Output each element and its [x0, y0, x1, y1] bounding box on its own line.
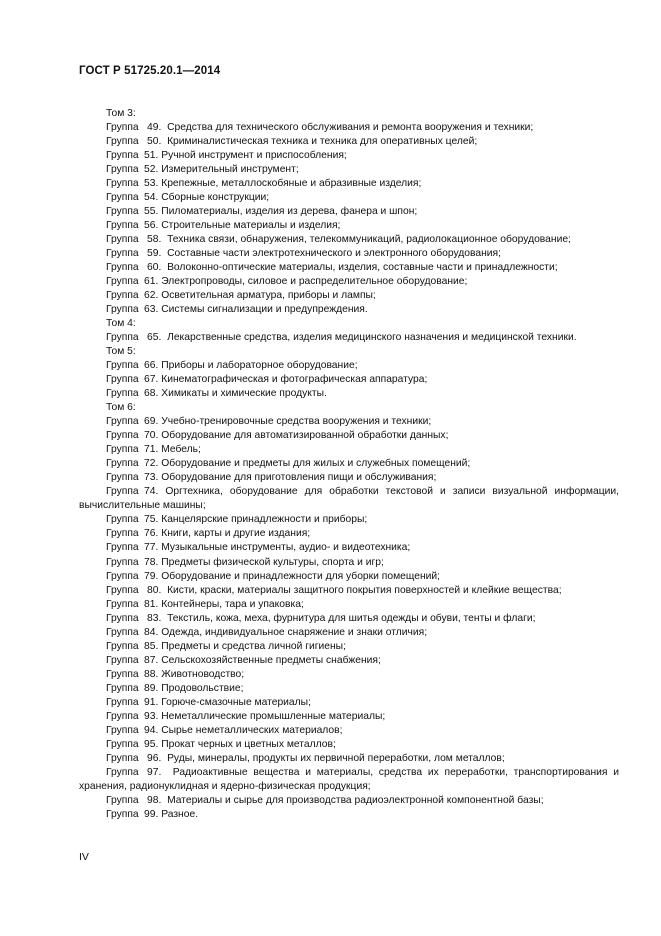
group-number: 77. — [144, 542, 159, 554]
group-number: 63. — [144, 304, 159, 316]
group-entry — [79, 808, 619, 822]
group-number: 91. — [144, 696, 159, 708]
group-entry — [79, 135, 619, 149]
group-label: Группа — [106, 388, 139, 400]
group-number: 69. — [144, 416, 159, 428]
group-title: Оборудование и предметы для жилых и служебных помещений; — [161, 458, 471, 470]
group-label: Группа — [106, 136, 139, 148]
group-label: Группа — [106, 164, 139, 176]
group-title: Кинематографическая и фотографическая аппаратура; — [161, 374, 428, 386]
group-label: Группа — [106, 696, 139, 708]
group-entry — [79, 359, 619, 373]
group-number: 66. — [144, 360, 159, 372]
group-label: Группа — [106, 654, 139, 666]
group-label: Группа — [106, 738, 139, 750]
group-title: Волоконно-оптические материалы, изделия, составные части и принадлежности; — [167, 262, 558, 274]
group-number: 84. — [144, 626, 159, 638]
group-label: Группа — [106, 584, 139, 596]
group-entry — [79, 261, 619, 275]
group-number: 99. — [144, 808, 159, 820]
group-entry — [79, 233, 619, 247]
volume-heading: Том 3: — [106, 108, 136, 119]
group-entry — [79, 527, 619, 541]
group-title: Сырье неметаллических материалов; — [161, 724, 343, 736]
group-label: Группа — [106, 290, 139, 302]
group-title: Музыкальные инструменты, аудио- и видеотехника; — [161, 542, 411, 554]
group-entry — [79, 541, 619, 555]
group-title: Измерительный инструмент; — [161, 164, 299, 176]
group-number: 76. — [144, 528, 159, 540]
group-entry — [79, 668, 619, 682]
group-label: Группа — [106, 570, 139, 582]
group-title: Осветительная арматура, приборы и лампы; — [161, 290, 376, 302]
group-number: 65. — [147, 332, 162, 344]
group-label: Группа — [106, 234, 139, 246]
group-label: Группа — [106, 640, 139, 652]
group-entry — [79, 443, 619, 457]
group-number: 70. — [144, 430, 159, 442]
group-number: 74. — [144, 486, 159, 498]
group-label: Группа — [106, 808, 139, 820]
group-title: Крепежные, металлоскобяные и абразивные изделия; — [161, 178, 422, 190]
group-label: Группа — [106, 528, 139, 540]
group-number: 60. — [147, 262, 162, 274]
group-title: Строительные материалы и изделия; — [161, 220, 341, 232]
group-entry — [79, 570, 619, 584]
group-entry — [79, 247, 619, 261]
group-title: Системы сигнализации и предупреждения. — [161, 304, 368, 316]
group-entry — [79, 471, 619, 485]
group-label: Группа — [106, 598, 139, 610]
group-label: Группа — [106, 458, 139, 470]
group-title: Приборы и лабораторное оборудование; — [161, 360, 358, 372]
group-label: Группа — [106, 150, 139, 162]
group-label: Группа — [106, 710, 139, 722]
group-label: Группа — [106, 262, 139, 274]
group-entry — [79, 584, 619, 598]
group-entry — [79, 191, 619, 205]
group-title: Оборудование и принадлежности для уборки помещений; — [161, 570, 441, 582]
group-number: 61. — [144, 276, 159, 288]
group-label: Группа — [106, 542, 139, 554]
page-number: IV — [79, 851, 89, 863]
group-entry — [79, 373, 619, 387]
group-entry — [79, 163, 619, 177]
group-title: Предметы и средства личной гигиены; — [161, 640, 346, 652]
group-label: Группа — [106, 556, 139, 568]
group-entry — [79, 485, 619, 513]
group-number: 87. — [144, 654, 159, 666]
group-label: Группа — [106, 612, 139, 624]
group-label: Группа — [106, 472, 139, 484]
group-title: Техника связи, обнаружения, телекоммуникаций, радиолокационное оборудование; — [167, 234, 571, 246]
group-label: Группа — [106, 430, 139, 442]
group-number: 67. — [144, 374, 159, 386]
group-number: 89. — [144, 682, 159, 694]
group-entry — [79, 654, 619, 668]
group-title: Радиоактивные вещества и материалы, средства их переработки, транспортирования и хранения, радионуклидная и ядерно-физическая продукция; — [79, 766, 619, 792]
group-entry — [79, 752, 619, 766]
group-label: Группа — [106, 276, 139, 288]
group-number: 49. — [147, 122, 162, 134]
group-entry — [79, 724, 619, 738]
group-entry — [79, 513, 619, 527]
group-number: 81. — [144, 598, 159, 610]
group-label: Группа — [106, 668, 139, 680]
group-title: Канцелярские принадлежности и приборы; — [161, 514, 368, 526]
group-number: 51. — [144, 150, 159, 162]
group-entry — [79, 738, 619, 752]
group-entry — [79, 710, 619, 724]
group-entry — [79, 219, 619, 233]
group-title: Химикаты и химические продукты. — [161, 388, 327, 400]
group-title: Разное. — [161, 808, 199, 820]
group-entry — [79, 429, 619, 443]
group-label: Группа — [106, 486, 139, 498]
group-number: 71. — [144, 444, 159, 456]
group-entry — [79, 303, 619, 317]
group-label: Группа — [106, 514, 139, 526]
group-title: Оборудование для приготовления пищи и обслуживания; — [161, 472, 437, 484]
group-entry — [79, 598, 619, 612]
group-title: Предметы физической культуры, спорта и игр; — [161, 556, 384, 568]
group-number: 62. — [144, 290, 159, 302]
group-entry — [79, 682, 619, 696]
group-number: 88. — [144, 668, 159, 680]
group-label: Группа — [106, 360, 139, 372]
group-label: Группа — [106, 220, 139, 232]
group-title: Составные части электротехнического и электронного оборудования; — [167, 248, 501, 260]
group-title: Оборудование для автоматизированной обработки данных; — [161, 430, 449, 442]
group-label: Группа — [106, 416, 139, 428]
group-number: 73. — [144, 472, 159, 484]
group-entry — [79, 415, 619, 429]
group-entry — [79, 205, 619, 219]
group-title: Материалы и сырье для производства радиоэлектронной компонентной базы; — [167, 794, 544, 806]
group-entry — [79, 766, 619, 794]
group-number: 56. — [144, 220, 159, 232]
group-title: Неметаллические промышленные материалы; — [161, 710, 386, 722]
group-title: Книги, карты и другие издания; — [161, 528, 311, 540]
group-number: 58. — [147, 234, 162, 246]
group-label: Группа — [106, 248, 139, 260]
group-number: 54. — [144, 192, 159, 204]
group-title: Контейнеры, тара и упаковка; — [161, 598, 304, 610]
group-label: Группа — [106, 766, 139, 778]
group-title: Лекарственные средства, изделия медицинского назначения и медицинской техники. — [167, 332, 577, 344]
group-label: Группа — [106, 192, 139, 204]
group-entry — [79, 289, 619, 303]
group-label: Группа — [106, 206, 139, 218]
group-number: 78. — [144, 556, 159, 568]
document-body — [79, 107, 619, 822]
group-number: 79. — [144, 570, 159, 582]
group-title: Прокат черных и цветных металлов; — [161, 738, 336, 750]
group-entry — [79, 331, 619, 345]
group-title: Оргтехника, оборудование для обработки текстовой и записи визуальной информации, вычислительные машины; — [79, 486, 619, 512]
group-number: 96. — [147, 752, 162, 764]
group-number: 52. — [144, 164, 159, 176]
group-title: Учебно-тренировочные средства вооружения и техники; — [161, 416, 432, 428]
group-title: Электропроводы, силовое и распределительное оборудование; — [161, 276, 468, 288]
group-number: 93. — [144, 710, 159, 722]
group-label: Группа — [106, 626, 139, 638]
group-entry — [79, 696, 619, 710]
group-label: Группа — [106, 332, 139, 344]
group-number: 83. — [147, 612, 162, 624]
group-number: 97. — [147, 766, 162, 778]
group-number: 55. — [144, 206, 159, 218]
group-number: 75. — [144, 514, 159, 526]
group-title: Криминалистическая техника и техника для оперативных целей; — [167, 136, 478, 148]
group-title: Продовольствие; — [161, 682, 244, 694]
group-entry — [79, 556, 619, 570]
group-entry — [79, 149, 619, 163]
document-header: ГОСТ Р 51725.20.1—2014 — [79, 65, 221, 77]
group-label: Группа — [106, 304, 139, 316]
group-entry — [79, 626, 619, 640]
group-title: Средства для технического обслуживания и ремонта вооружения и техники; — [167, 122, 534, 134]
group-label: Группа — [106, 444, 139, 456]
group-entry — [79, 275, 619, 289]
group-number: 98. — [147, 794, 162, 806]
group-number: 95. — [144, 738, 159, 750]
group-title: Пиломатериалы, изделия из дерева, фанера и шпон; — [161, 206, 418, 218]
group-title: Ручной инструмент и приспособления; — [161, 150, 347, 162]
group-number: 50. — [147, 136, 162, 148]
group-number: 59. — [147, 248, 162, 260]
group-entry — [79, 177, 619, 191]
group-title: Горюче-смазочные материалы; — [161, 696, 311, 708]
group-entry — [79, 640, 619, 654]
volume-heading: Том 6: — [106, 402, 136, 414]
group-label: Группа — [106, 374, 139, 386]
group-label: Группа — [106, 178, 139, 190]
group-title: Сельскохозяйственные предметы снабжения; — [161, 654, 381, 666]
group-entry — [79, 794, 619, 808]
group-label: Группа — [106, 794, 139, 806]
group-title: Животноводство; — [161, 668, 245, 680]
group-label: Группа — [106, 724, 139, 736]
volume-heading: Том 4: — [106, 318, 136, 330]
volume-heading: Том 5: — [106, 346, 136, 358]
group-title: Мебель; — [161, 444, 201, 456]
group-label: Группа — [106, 682, 139, 694]
group-number: 85. — [144, 640, 159, 652]
group-entry — [79, 457, 619, 471]
group-title: Руды, минералы, продукты их первичной переработки, лом металлов; — [167, 752, 505, 764]
group-label: Группа — [106, 122, 139, 134]
group-entry — [79, 612, 619, 626]
group-number: 94. — [144, 724, 159, 736]
group-entry — [79, 121, 619, 135]
group-label: Группа — [106, 752, 139, 764]
group-number: 53. — [144, 178, 159, 190]
group-title: Текстиль, кожа, меха, фурнитура для шитья одежды и обуви, тенты и флаги; — [167, 612, 536, 624]
group-entry — [79, 387, 619, 401]
group-number: 72. — [144, 458, 159, 470]
group-number: 80. — [147, 584, 162, 596]
group-title: Сборные конструкции; — [161, 192, 270, 204]
group-title: Кисти, краски, материалы защитного покрытия поверхностей и клейкие вещества; — [167, 584, 562, 596]
group-number: 68. — [144, 388, 159, 400]
group-title: Одежда, индивидуальное снаряжение и знаки отличия; — [161, 626, 428, 638]
